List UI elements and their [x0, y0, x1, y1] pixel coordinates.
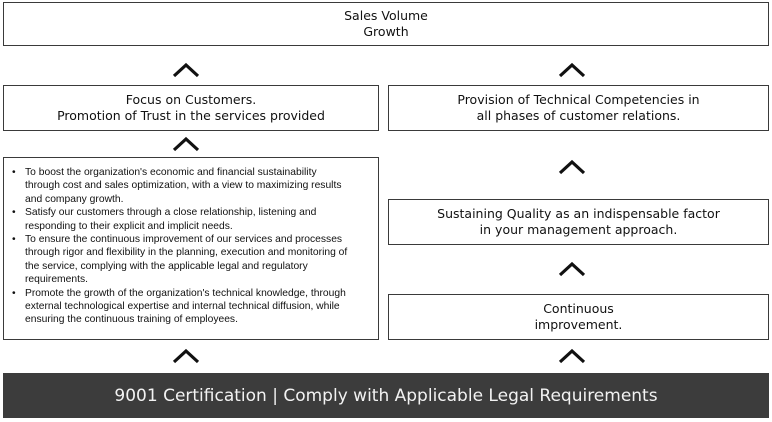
focus-line2: Promotion of Trust in the services provided	[57, 108, 325, 123]
list-item: • Promote the growth of the organization's technical knowledge, through external technological expertise and internal technical diffusion, while ensuring the continuous training of employees.	[12, 287, 346, 326]
bullet-marker: •	[12, 234, 16, 246]
competencies-line1: Provision of Technical Competencies in	[457, 92, 700, 107]
list-item: • To ensure the continuous improvement of our services and processes through rigor and flexibility in the planning, execution and monitoring of the service, complying with the applicable legal and regulatory requirements.	[12, 234, 348, 286]
chevron-up-icon	[171, 135, 201, 153]
competencies-line2: all phases of customer relations.	[476, 108, 681, 123]
chevron-up-icon	[557, 347, 587, 365]
technical-competencies-box	[388, 85, 769, 131]
list-item: • Satisfy our customers through a close relationship, listening and responding to their explicit and implicit needs.	[12, 207, 317, 232]
quality-line2: in your management approach.	[479, 222, 678, 237]
chevron-up-icon	[557, 158, 587, 176]
quality-line1: Sustaining Quality as an indispensable factor	[437, 206, 720, 221]
sustaining-quality-box	[388, 199, 769, 245]
focus-line1: Focus on Customers.	[125, 92, 257, 107]
bullet-marker: •	[12, 207, 16, 219]
chevron-up-icon	[557, 61, 587, 79]
chevron-up-icon	[171, 61, 201, 79]
sales-volume-growth-box	[3, 2, 769, 46]
list-item: • To boost the organization's economic and financial sustainability through cost and sales optimization, with a view to maximizing results and company growth.	[12, 167, 342, 205]
policy-bullet-list	[12, 166, 347, 327]
improvement-line2: improvement.	[534, 317, 623, 332]
chevron-up-icon	[171, 347, 201, 365]
footer-text: 9001 Certification | Comply with Applicable Legal Requirements	[114, 385, 658, 406]
continuous-improvement-box	[388, 294, 769, 340]
bullet-marker: •	[12, 167, 16, 178]
chevron-up-icon	[557, 260, 587, 278]
certification-footer	[3, 373, 769, 418]
improvement-line1: Continuous	[543, 301, 614, 316]
focus-on-customers-box	[3, 85, 379, 131]
bullet-marker: •	[12, 287, 16, 299]
sales-volume-line2: Growth	[363, 24, 409, 39]
sales-volume-line1: Sales Volume	[344, 8, 428, 23]
policy-bullets-box	[3, 157, 379, 340]
